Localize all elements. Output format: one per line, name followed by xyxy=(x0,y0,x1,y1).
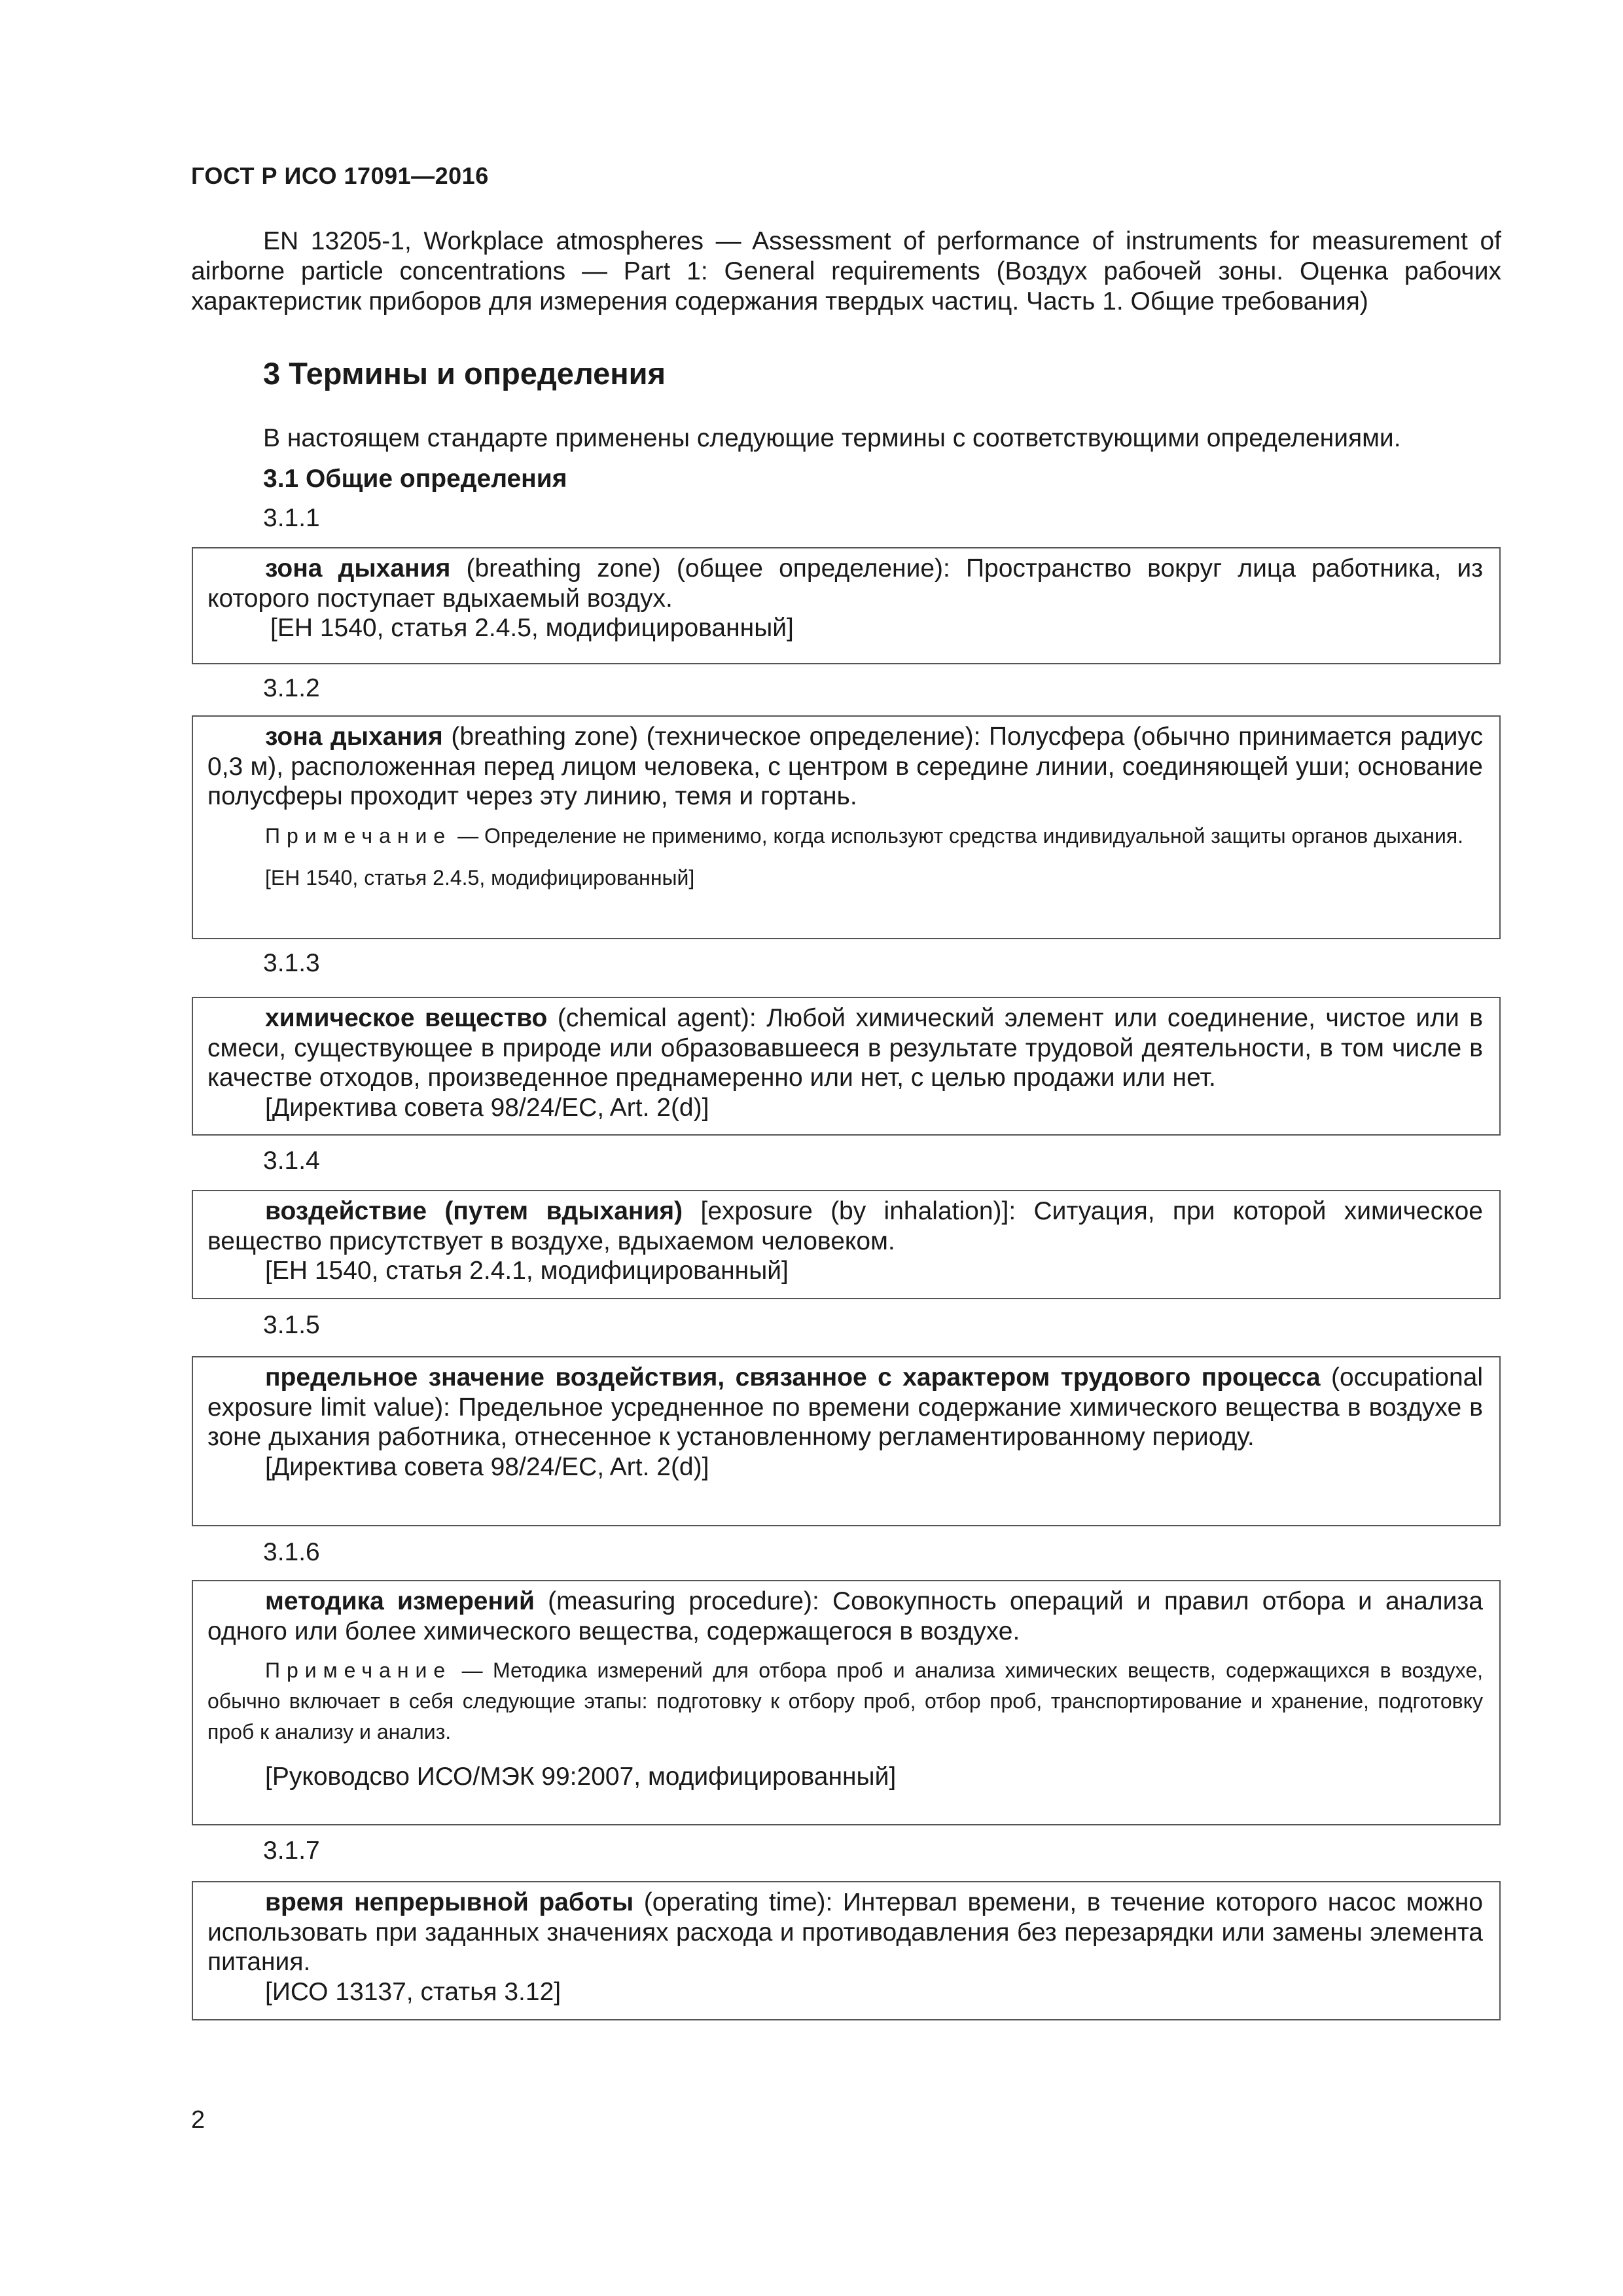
term-name: методика измерений xyxy=(265,1587,535,1615)
term-number: 3.1.6 xyxy=(263,1538,320,1566)
note-label: Примечание xyxy=(265,823,452,848)
term-definition xyxy=(207,1363,1483,1452)
term-box xyxy=(192,997,1501,1136)
term-definition xyxy=(207,1587,1483,1646)
page-number: 2 xyxy=(191,2106,205,2134)
term-box xyxy=(192,715,1501,939)
term-definition-text: (operating time): Интервал времени, в течение которого насос можно использовать при заданных значениях расхода и противодавления без перезарядки или замены элемента питания. xyxy=(207,1888,1483,1976)
term-definition xyxy=(207,1196,1483,1256)
term-definition xyxy=(207,1003,1483,1093)
term-number: 3.1.2 xyxy=(263,674,320,702)
term-box xyxy=(192,1356,1501,1526)
term-note xyxy=(207,821,1483,852)
section-intro: В настоящем стандарте применены следующие термины с соответствующими определениями. xyxy=(263,424,1401,452)
term-definition-text: (measuring procedure): Совокупность операций и правил отбора и анализа одного или более химического вещества, содержащегося в воздухе. xyxy=(207,1587,1483,1645)
term-definition-text: (occupational exposure limit value): Предельное усредненное по времени содержание химического вещества в воздухе в зоне дыхания работника, отнесенное к установленному регламентированному периоду. xyxy=(207,1363,1483,1451)
term-definition xyxy=(207,722,1483,812)
term-note xyxy=(207,1655,1483,1748)
term-definition-text: (breathing zone) (общее определение): Пространство вокруг лица работника, из которого поступает вдыхаемый воздух. xyxy=(207,554,1483,613)
section-title: 3 Термины и определения xyxy=(263,356,666,391)
term-source: [Директива совета 98/24/EC, Art. 2(d)] xyxy=(265,1093,709,1122)
term-name: химическое вещество xyxy=(265,1004,548,1032)
document-header: ГОСТ Р ИСО 17091—2016 xyxy=(191,162,489,189)
term-box xyxy=(192,1190,1501,1299)
note-text: — Методика измерений для отбора проб и анализа химических веществ, содержащихся в воздухе, обычно включает в себя следующие этапы: подготовку к отбору проб, отбор проб, транспортирование и хранение, подготовку проб к анализу и анализ. xyxy=(207,1659,1483,1744)
term-number: 3.1.5 xyxy=(263,1311,320,1339)
term-number: 3.1.7 xyxy=(263,1837,320,1865)
term-name: зона дыхания xyxy=(265,554,451,583)
term-number: 3.1.1 xyxy=(263,504,320,532)
term-name: зона дыхания xyxy=(265,723,443,751)
note-label: Примечание xyxy=(265,1659,452,1682)
term-source: [ЕН 1540, статья 2.4.1, модифицированный] xyxy=(265,1257,789,1285)
term-definition-text: [exposure (by inhalation)]: Ситуация, при которой химическое вещество присутствует в воздухе, вдыхаемом человеком. xyxy=(207,1197,1483,1255)
note-text: — Определение не применимо, когда используют средства индивидуальной защиты органов дыхания. xyxy=(452,823,1464,848)
term-box xyxy=(192,547,1501,664)
term-source: [ЕН 1540, статья 2.4.5, модифицированный] xyxy=(265,865,695,889)
term-source: [Руководсво ИСО/МЭК 99:2007, модифицированный] xyxy=(265,1763,897,1791)
term-definition-text: (chemical agent): Любой химический элемент или соединение, чистое или в смеси, существующее в природе или образовавшееся в результате трудовой деятельности, в том числе в качестве отходов, произведенное преднамеренно или нет, с целью продажи или нет. xyxy=(207,1004,1483,1092)
term-definition xyxy=(207,554,1483,613)
normative-reference-en-13205-1: EN 13205-1, Workplace atmospheres — Assessment of performance of instruments for measurement of airborne particle concentrations — Part 1: General requirements (Воздух рабочей зоны. Оценка рабочих характеристик приборов для измерения содержания твердых частиц. Часть 1. Общие требования) xyxy=(191,227,1501,315)
term-box xyxy=(192,1580,1501,1825)
term-name: время непрерывной работы xyxy=(265,1888,634,1916)
term-definition-text: (breathing zone) (техническое определение): Полусфера (обычно принимается радиус 0,3 м), расположенная перед лицом человека, с центром в середине линии, соединяющей уши; основание полусферы проходит через эту линию, темя и гортань. xyxy=(207,723,1483,810)
term-definition xyxy=(207,1888,1483,1977)
term-name: воздействие (путем вдыхания) xyxy=(265,1197,683,1225)
term-name: предельное значение воздействия, связанное с характером трудового процесса xyxy=(265,1363,1321,1391)
subsection-title: 3.1 Общие определения xyxy=(263,465,567,493)
term-box xyxy=(192,1881,1501,2020)
term-number: 3.1.3 xyxy=(263,949,320,977)
term-source: [ИСО 13137, статья 3.12] xyxy=(265,1977,562,2006)
term-source: [Директива совета 98/24/EC, Art. 2(d)] xyxy=(265,1452,709,1481)
term-source: [ЕН 1540, статья 2.4.5, модифицированный] xyxy=(270,614,794,642)
term-number: 3.1.4 xyxy=(263,1147,320,1175)
